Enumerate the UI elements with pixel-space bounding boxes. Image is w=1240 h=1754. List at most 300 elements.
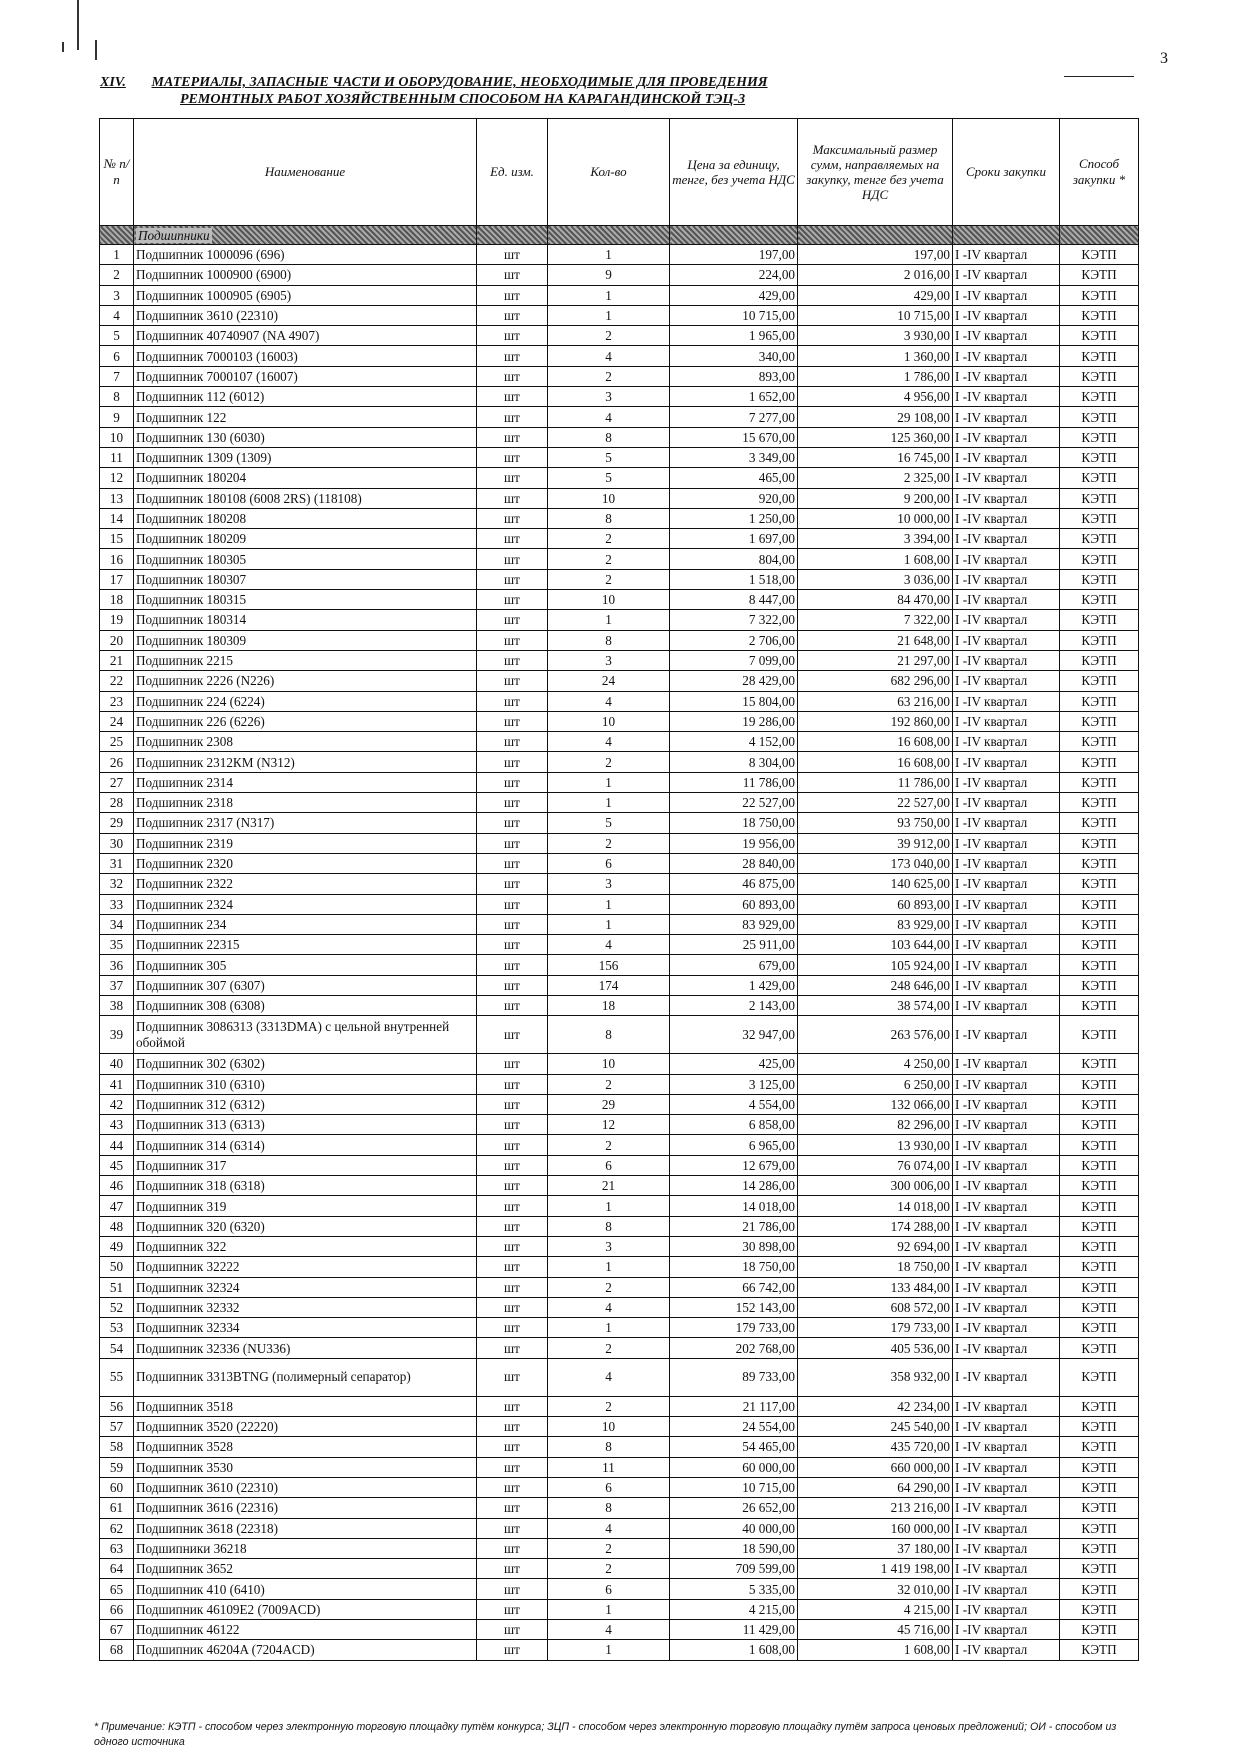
cell-total-amount: 16 608,00	[798, 732, 953, 752]
cell-row-number: 63	[100, 1538, 134, 1558]
cell-quantity: 174	[548, 975, 670, 995]
cell-total-amount: 83 929,00	[798, 914, 953, 934]
cell-procurement-method: КЭТП	[1060, 894, 1139, 914]
table-row	[100, 305, 1139, 325]
cell-procurement-period: I -IV квартал	[953, 711, 1060, 731]
cell-unit-price: 19 956,00	[670, 833, 798, 853]
cell-procurement-period: I -IV квартал	[953, 549, 1060, 569]
cell-unit: шт	[477, 407, 548, 427]
cell-unit-price: 28 429,00	[670, 671, 798, 691]
cell-unit-price: 893,00	[670, 366, 798, 386]
table-row	[100, 468, 1139, 488]
cell-item-name: Подшипник 130 (6030)	[134, 427, 477, 447]
cell-item-name: Подшипник 317	[134, 1155, 477, 1175]
cell-procurement-period: I -IV квартал	[953, 529, 1060, 549]
cell-total-amount: 1 608,00	[798, 549, 953, 569]
cell-procurement-method: КЭТП	[1060, 1599, 1139, 1619]
cell-unit-price: 14 286,00	[670, 1176, 798, 1196]
table-row	[100, 1599, 1139, 1619]
cell-total-amount: 1 360,00	[798, 346, 953, 366]
cell-item-name: Подшипник 122	[134, 407, 477, 427]
section-number: XIV.	[100, 75, 126, 90]
cell-quantity: 5	[548, 447, 670, 467]
cell-quantity: 2	[548, 752, 670, 772]
cell-procurement-method: КЭТП	[1060, 711, 1139, 731]
cell-procurement-method: КЭТП	[1060, 447, 1139, 467]
table-row	[100, 630, 1139, 650]
cell-row-number: 57	[100, 1417, 134, 1437]
cell-unit-price: 1 429,00	[670, 975, 798, 995]
cell-procurement-method: КЭТП	[1060, 1236, 1139, 1256]
table-row	[100, 853, 1139, 873]
cell-item-name: Подшипник 3518	[134, 1396, 477, 1416]
cell-quantity: 1	[548, 1257, 670, 1277]
cell-procurement-method: КЭТП	[1060, 1094, 1139, 1114]
cell-procurement-method: КЭТП	[1060, 1538, 1139, 1558]
cell-row-number: 44	[100, 1135, 134, 1155]
cell-unit-price: 18 590,00	[670, 1538, 798, 1558]
cell-unit-price: 15 670,00	[670, 427, 798, 447]
cell-unit-price: 18 750,00	[670, 813, 798, 833]
cell-procurement-period: I -IV квартал	[953, 914, 1060, 934]
cell-total-amount: 3 394,00	[798, 529, 953, 549]
cell-total-amount: 682 296,00	[798, 671, 953, 691]
cell-procurement-period: I -IV квартал	[953, 488, 1060, 508]
cell-row-number: 37	[100, 975, 134, 995]
cell-total-amount: 32 010,00	[798, 1579, 953, 1599]
cell-total-amount: 11 786,00	[798, 772, 953, 792]
cell-procurement-method: КЭТП	[1060, 1358, 1139, 1396]
cell-unit-price: 10 715,00	[670, 1477, 798, 1497]
cell-procurement-period: I -IV квартал	[953, 874, 1060, 894]
cell-row-number: 38	[100, 995, 134, 1015]
cell-unit-price: 4 215,00	[670, 1599, 798, 1619]
cell-procurement-method: КЭТП	[1060, 285, 1139, 305]
table-row	[100, 752, 1139, 772]
cell-quantity: 2	[548, 1559, 670, 1579]
cell-item-name: Подшипник 3652	[134, 1559, 477, 1579]
cell-total-amount: 213 216,00	[798, 1498, 953, 1518]
category-row	[100, 226, 1139, 245]
cell-procurement-period: I -IV квартал	[953, 265, 1060, 285]
table-row	[100, 569, 1139, 589]
cell-row-number: 42	[100, 1094, 134, 1114]
cell-quantity: 2	[548, 529, 670, 549]
cell-procurement-period: I -IV квартал	[953, 752, 1060, 772]
cell-unit-price: 11 429,00	[670, 1620, 798, 1640]
cell-quantity: 1	[548, 772, 670, 792]
cell-item-name: Подшипник 312 (6312)	[134, 1094, 477, 1114]
cell-unit: шт	[477, 691, 548, 711]
cell-unit-price: 6 965,00	[670, 1135, 798, 1155]
cell-row-number: 18	[100, 590, 134, 610]
cell-procurement-method: КЭТП	[1060, 1417, 1139, 1437]
cell-unit: шт	[477, 1216, 548, 1236]
cell-quantity: 9	[548, 265, 670, 285]
cell-unit: шт	[477, 326, 548, 346]
cell-quantity: 10	[548, 1054, 670, 1074]
cell-procurement-period: I -IV квартал	[953, 1477, 1060, 1497]
cell-procurement-method: КЭТП	[1060, 1498, 1139, 1518]
cell-procurement-period: I -IV квартал	[953, 1094, 1060, 1114]
cell-total-amount: 179 733,00	[798, 1318, 953, 1338]
header-col-procurement-period: Сроки закупки	[953, 119, 1060, 226]
cell-procurement-method: КЭТП	[1060, 569, 1139, 589]
cell-row-number: 46	[100, 1176, 134, 1196]
cell-unit: шт	[477, 671, 548, 691]
cell-total-amount: 2 325,00	[798, 468, 953, 488]
category-cell	[548, 226, 670, 245]
header-col-number: № п/п	[100, 119, 134, 226]
table-row	[100, 833, 1139, 853]
cell-quantity: 3	[548, 387, 670, 407]
cell-unit-price: 32 947,00	[670, 1016, 798, 1054]
table-row	[100, 1640, 1139, 1660]
cell-quantity: 1	[548, 914, 670, 934]
cell-procurement-method: КЭТП	[1060, 1074, 1139, 1094]
cell-total-amount: 435 720,00	[798, 1437, 953, 1457]
cell-procurement-period: I -IV квартал	[953, 1196, 1060, 1216]
cell-procurement-method: КЭТП	[1060, 732, 1139, 752]
cell-total-amount: 9 200,00	[798, 488, 953, 508]
cell-quantity: 5	[548, 468, 670, 488]
header-col-unit: Ед. изм.	[477, 119, 548, 226]
cell-procurement-period: I -IV квартал	[953, 691, 1060, 711]
cell-row-number: 58	[100, 1437, 134, 1457]
cell-row-number: 60	[100, 1477, 134, 1497]
cell-unit-price: 60 000,00	[670, 1457, 798, 1477]
cell-procurement-period: I -IV квартал	[953, 508, 1060, 528]
cell-unit: шт	[477, 793, 548, 813]
cell-unit: шт	[477, 1599, 548, 1619]
cell-quantity: 6	[548, 853, 670, 873]
cell-quantity: 8	[548, 427, 670, 447]
cell-total-amount: 4 215,00	[798, 1599, 953, 1619]
cell-row-number: 45	[100, 1155, 134, 1175]
table-header	[100, 119, 1139, 226]
cell-total-amount: 45 716,00	[798, 1620, 953, 1640]
cell-total-amount: 38 574,00	[798, 995, 953, 1015]
cell-unit: шт	[477, 1338, 548, 1358]
header-col-quantity: Кол-во	[548, 119, 670, 226]
cell-total-amount: 248 646,00	[798, 975, 953, 995]
cell-procurement-method: КЭТП	[1060, 1457, 1139, 1477]
cell-quantity: 2	[548, 549, 670, 569]
cell-row-number: 21	[100, 650, 134, 670]
cell-procurement-period: I -IV квартал	[953, 1135, 1060, 1155]
cell-unit: шт	[477, 265, 548, 285]
cell-procurement-method: КЭТП	[1060, 366, 1139, 386]
cell-unit: шт	[477, 732, 548, 752]
cell-unit-price: 4 152,00	[670, 732, 798, 752]
cell-item-name: Подшипник 2320	[134, 853, 477, 873]
cell-unit: шт	[477, 650, 548, 670]
cell-row-number: 25	[100, 732, 134, 752]
cell-unit: шт	[477, 1196, 548, 1216]
cell-row-number: 28	[100, 793, 134, 813]
cell-total-amount: 132 066,00	[798, 1094, 953, 1114]
cell-item-name: Подшипник 314 (6314)	[134, 1135, 477, 1155]
cell-quantity: 8	[548, 1216, 670, 1236]
table-row	[100, 935, 1139, 955]
cell-item-name: Подшипник 180305	[134, 549, 477, 569]
cell-unit-price: 152 143,00	[670, 1297, 798, 1317]
table-row	[100, 975, 1139, 995]
table-row	[100, 691, 1139, 711]
cell-quantity: 2	[548, 1277, 670, 1297]
cell-quantity: 6	[548, 1477, 670, 1497]
cell-unit: шт	[477, 468, 548, 488]
cell-item-name: Подшипник 3610 (22310)	[134, 305, 477, 325]
cell-item-name: Подшипник 2314	[134, 772, 477, 792]
cell-procurement-period: I -IV квартал	[953, 772, 1060, 792]
cell-item-name: Подшипник 180204	[134, 468, 477, 488]
cell-item-name: Подшипник 32332	[134, 1297, 477, 1317]
cell-total-amount: 192 860,00	[798, 711, 953, 731]
cell-quantity: 4	[548, 1518, 670, 1538]
cell-procurement-method: КЭТП	[1060, 590, 1139, 610]
cell-procurement-method: КЭТП	[1060, 691, 1139, 711]
cell-row-number: 54	[100, 1338, 134, 1358]
cell-unit: шт	[477, 772, 548, 792]
cell-unit-price: 89 733,00	[670, 1358, 798, 1396]
cell-total-amount: 21 297,00	[798, 650, 953, 670]
cell-procurement-period: I -IV квартал	[953, 1155, 1060, 1175]
cell-unit: шт	[477, 1074, 548, 1094]
table-row	[100, 1396, 1139, 1416]
cell-unit-price: 6 858,00	[670, 1115, 798, 1135]
cell-procurement-method: КЭТП	[1060, 387, 1139, 407]
cell-procurement-method: КЭТП	[1060, 1620, 1139, 1640]
cell-quantity: 10	[548, 1417, 670, 1437]
cell-unit: шт	[477, 590, 548, 610]
cell-unit: шт	[477, 1094, 548, 1114]
cell-unit: шт	[477, 1437, 548, 1457]
cell-procurement-period: I -IV квартал	[953, 1297, 1060, 1317]
cell-unit-price: 7 277,00	[670, 407, 798, 427]
cell-unit-price: 24 554,00	[670, 1417, 798, 1437]
cell-procurement-period: I -IV квартал	[953, 650, 1060, 670]
cell-procurement-method: КЭТП	[1060, 1277, 1139, 1297]
cell-total-amount: 174 288,00	[798, 1216, 953, 1236]
table-row	[100, 1236, 1139, 1256]
cell-quantity: 8	[548, 508, 670, 528]
cell-procurement-period: I -IV квартал	[953, 1437, 1060, 1457]
cell-item-name: Подшипник 313 (6313)	[134, 1115, 477, 1135]
table-row	[100, 1257, 1139, 1277]
cell-item-name: Подшипник 2319	[134, 833, 477, 853]
cell-unit: шт	[477, 1115, 548, 1135]
cell-procurement-period: I -IV квартал	[953, 1538, 1060, 1558]
cell-unit-price: 679,00	[670, 955, 798, 975]
cell-procurement-period: I -IV квартал	[953, 833, 1060, 853]
cell-unit-price: 14 018,00	[670, 1196, 798, 1216]
cell-unit-price: 1 965,00	[670, 326, 798, 346]
cell-procurement-period: I -IV квартал	[953, 1457, 1060, 1477]
cell-procurement-period: I -IV квартал	[953, 1176, 1060, 1196]
cell-item-name: Подшипник 3528	[134, 1437, 477, 1457]
table-body	[100, 226, 1139, 1661]
cell-unit-price: 15 804,00	[670, 691, 798, 711]
cell-row-number: 23	[100, 691, 134, 711]
cell-row-number: 27	[100, 772, 134, 792]
cell-unit: шт	[477, 1135, 548, 1155]
cell-unit: шт	[477, 813, 548, 833]
cell-item-name: Подшипник 2312КМ (N312)	[134, 752, 477, 772]
cell-quantity: 1	[548, 793, 670, 813]
cell-item-name: Подшипник 32324	[134, 1277, 477, 1297]
cell-procurement-period: I -IV квартал	[953, 995, 1060, 1015]
cell-quantity: 8	[548, 630, 670, 650]
cell-row-number: 30	[100, 833, 134, 853]
cell-procurement-method: КЭТП	[1060, 813, 1139, 833]
cell-total-amount: 263 576,00	[798, 1016, 953, 1054]
cell-item-name: Подшипник 3086313 (3313DMA) с цельной внутренней обоймой	[134, 1016, 477, 1054]
table-row	[100, 1498, 1139, 1518]
cell-unit: шт	[477, 1417, 548, 1437]
cell-item-name: Подшипник 3530	[134, 1457, 477, 1477]
cell-item-name: Подшипник 1000905 (6905)	[134, 285, 477, 305]
cell-unit-price: 30 898,00	[670, 1236, 798, 1256]
cell-total-amount: 140 625,00	[798, 874, 953, 894]
cell-row-number: 34	[100, 914, 134, 934]
cell-unit: шт	[477, 1054, 548, 1074]
cell-quantity: 6	[548, 1579, 670, 1599]
table-row	[100, 590, 1139, 610]
cell-item-name: Подшипник 226 (6226)	[134, 711, 477, 731]
cell-row-number: 16	[100, 549, 134, 569]
table-row	[100, 1318, 1139, 1338]
cell-item-name: Подшипник 180209	[134, 529, 477, 549]
cell-unit: шт	[477, 1155, 548, 1175]
cell-quantity: 1	[548, 1318, 670, 1338]
cell-item-name: Подшипник 302 (6302)	[134, 1054, 477, 1074]
cell-item-name: Подшипник 320 (6320)	[134, 1216, 477, 1236]
cell-item-name: Подшипник 319	[134, 1196, 477, 1216]
table-row	[100, 995, 1139, 1015]
cell-unit-price: 224,00	[670, 265, 798, 285]
cell-procurement-method: КЭТП	[1060, 1579, 1139, 1599]
cell-procurement-period: I -IV квартал	[953, 245, 1060, 265]
cell-total-amount: 42 234,00	[798, 1396, 953, 1416]
cell-procurement-period: I -IV квартал	[953, 1016, 1060, 1054]
cell-procurement-period: I -IV квартал	[953, 305, 1060, 325]
cell-unit: шт	[477, 935, 548, 955]
cell-quantity: 3	[548, 650, 670, 670]
cell-unit-price: 340,00	[670, 346, 798, 366]
section-heading	[100, 74, 1100, 108]
cell-procurement-period: I -IV квартал	[953, 610, 1060, 630]
table-row	[100, 1477, 1139, 1497]
cell-item-name: Подшипник 2226 (N226)	[134, 671, 477, 691]
cell-unit: шт	[477, 508, 548, 528]
cell-item-name: Подшипник 180108 (6008 2RS) (118108)	[134, 488, 477, 508]
cell-quantity: 24	[548, 671, 670, 691]
cell-procurement-method: КЭТП	[1060, 874, 1139, 894]
table-row	[100, 366, 1139, 386]
cell-quantity: 8	[548, 1498, 670, 1518]
cell-unit-price: 3 349,00	[670, 447, 798, 467]
cell-item-name: Подшипник 32334	[134, 1318, 477, 1338]
table-row	[100, 387, 1139, 407]
table-row	[100, 1437, 1139, 1457]
cell-procurement-period: I -IV квартал	[953, 1074, 1060, 1094]
header-col-procurement-method: Способ закупки *	[1060, 119, 1139, 226]
cell-total-amount: 3 930,00	[798, 326, 953, 346]
cell-unit: шт	[477, 1620, 548, 1640]
cell-item-name: Подшипник 22315	[134, 935, 477, 955]
cell-quantity: 4	[548, 1297, 670, 1317]
cell-total-amount: 76 074,00	[798, 1155, 953, 1175]
cell-unit-price: 5 335,00	[670, 1579, 798, 1599]
cell-unit-price: 8 447,00	[670, 590, 798, 610]
cell-unit: шт	[477, 569, 548, 589]
cell-procurement-period: I -IV квартал	[953, 468, 1060, 488]
cell-item-name: Подшипник 46204A (7204ACD)	[134, 1640, 477, 1660]
cell-procurement-period: I -IV квартал	[953, 813, 1060, 833]
cell-unit: шт	[477, 975, 548, 995]
cell-unit: шт	[477, 1538, 548, 1558]
cell-total-amount: 608 572,00	[798, 1297, 953, 1317]
cell-procurement-period: I -IV квартал	[953, 590, 1060, 610]
table-row	[100, 326, 1139, 346]
cell-unit: шт	[477, 995, 548, 1015]
cell-total-amount: 64 290,00	[798, 1477, 953, 1497]
cell-procurement-period: I -IV квартал	[953, 732, 1060, 752]
cell-row-number: 12	[100, 468, 134, 488]
table-row	[100, 894, 1139, 914]
cell-unit-price: 1 652,00	[670, 387, 798, 407]
cell-procurement-method: КЭТП	[1060, 1155, 1139, 1175]
cell-procurement-period: I -IV квартал	[953, 935, 1060, 955]
cell-unit-price: 18 750,00	[670, 1257, 798, 1277]
cell-procurement-method: КЭТП	[1060, 1196, 1139, 1216]
cell-quantity: 18	[548, 995, 670, 1015]
cell-row-number: 1	[100, 245, 134, 265]
cell-procurement-method: КЭТП	[1060, 326, 1139, 346]
cell-item-name: Подшипник 7000103 (16003)	[134, 346, 477, 366]
cell-total-amount: 1 786,00	[798, 366, 953, 386]
cell-total-amount: 10 715,00	[798, 305, 953, 325]
cell-row-number: 49	[100, 1236, 134, 1256]
cell-unit: шт	[477, 1257, 548, 1277]
cell-total-amount: 93 750,00	[798, 813, 953, 833]
cell-procurement-method: КЭТП	[1060, 610, 1139, 630]
cell-row-number: 62	[100, 1518, 134, 1538]
cell-total-amount: 3 036,00	[798, 569, 953, 589]
cell-total-amount: 6 250,00	[798, 1074, 953, 1094]
table-row	[100, 407, 1139, 427]
cell-item-name: Подшипник 3610 (22310)	[134, 1477, 477, 1497]
cell-procurement-period: I -IV квартал	[953, 387, 1060, 407]
cell-unit-price: 10 715,00	[670, 305, 798, 325]
table-row	[100, 549, 1139, 569]
cell-unit: шт	[477, 305, 548, 325]
cell-quantity: 4	[548, 691, 670, 711]
cell-procurement-period: I -IV квартал	[953, 894, 1060, 914]
cell-procurement-method: КЭТП	[1060, 529, 1139, 549]
cell-total-amount: 39 912,00	[798, 833, 953, 853]
table-row	[100, 447, 1139, 467]
cell-procurement-method: КЭТП	[1060, 630, 1139, 650]
cell-procurement-method: КЭТП	[1060, 772, 1139, 792]
cell-procurement-method: КЭТП	[1060, 914, 1139, 934]
cell-row-number: 53	[100, 1318, 134, 1338]
cell-total-amount: 429,00	[798, 285, 953, 305]
cell-item-name: Подшипник 3520 (22220)	[134, 1417, 477, 1437]
cell-row-number: 9	[100, 407, 134, 427]
table-row	[100, 1216, 1139, 1236]
